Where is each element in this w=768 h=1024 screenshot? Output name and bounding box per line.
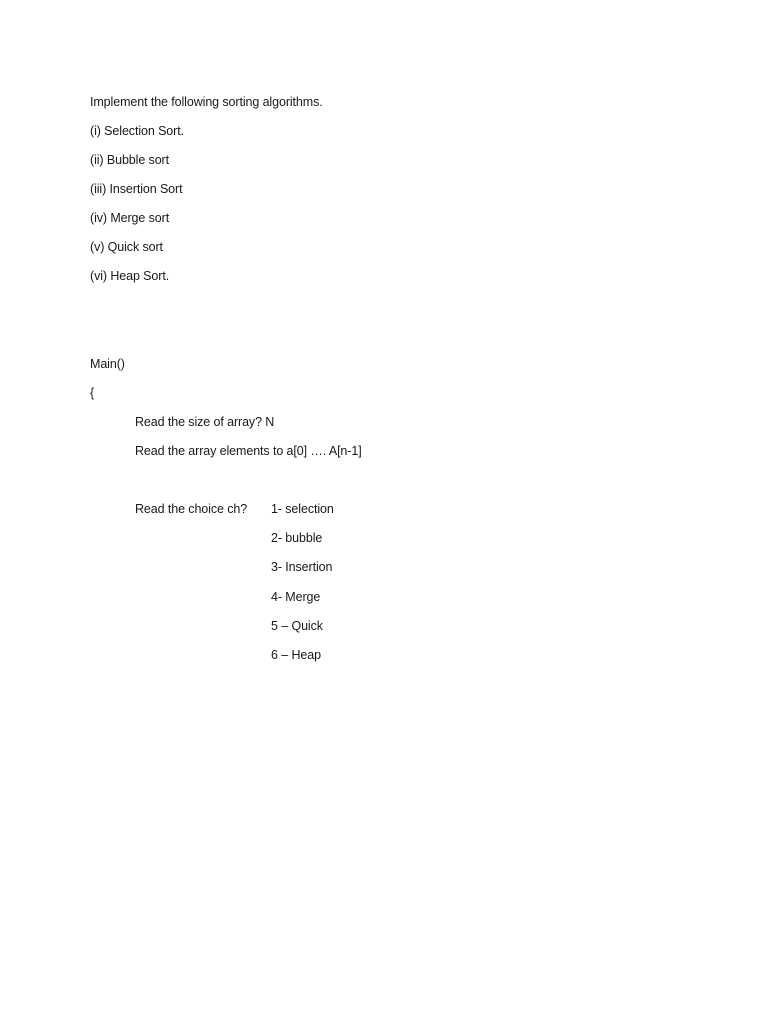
algorithm-item-merge: (iv) Merge sort	[90, 211, 170, 225]
intro-text: Implement the following sorting algorithms.	[90, 95, 323, 109]
algorithm-item-bubble: (ii) Bubble sort	[90, 153, 169, 167]
algorithm-item-insertion: (iii) Insertion Sort	[90, 182, 183, 196]
read-choice-line: Read the choice ch?	[135, 502, 248, 516]
main-function-header: Main()	[90, 357, 125, 371]
algorithm-item-selection: (i) Selection Sort.	[90, 124, 184, 138]
choice-option-merge: 4- Merge	[271, 590, 321, 604]
read-size-line: Read the size of array? N	[135, 415, 275, 429]
algorithm-item-heap: (vi) Heap Sort.	[90, 269, 170, 283]
choice-option-quick: 5 – Quick	[271, 619, 323, 633]
algorithm-item-quick: (v) Quick sort	[90, 240, 163, 254]
read-elements-line: Read the array elements to a[0] …. A[n-1]	[135, 444, 362, 458]
choice-option-selection: 1- selection	[271, 502, 334, 516]
choice-option-insertion: 3- Insertion	[271, 560, 333, 574]
open-brace: {	[90, 386, 95, 400]
choice-option-heap: 6 – Heap	[271, 648, 321, 662]
choice-option-bubble: 2- bubble	[271, 531, 323, 545]
